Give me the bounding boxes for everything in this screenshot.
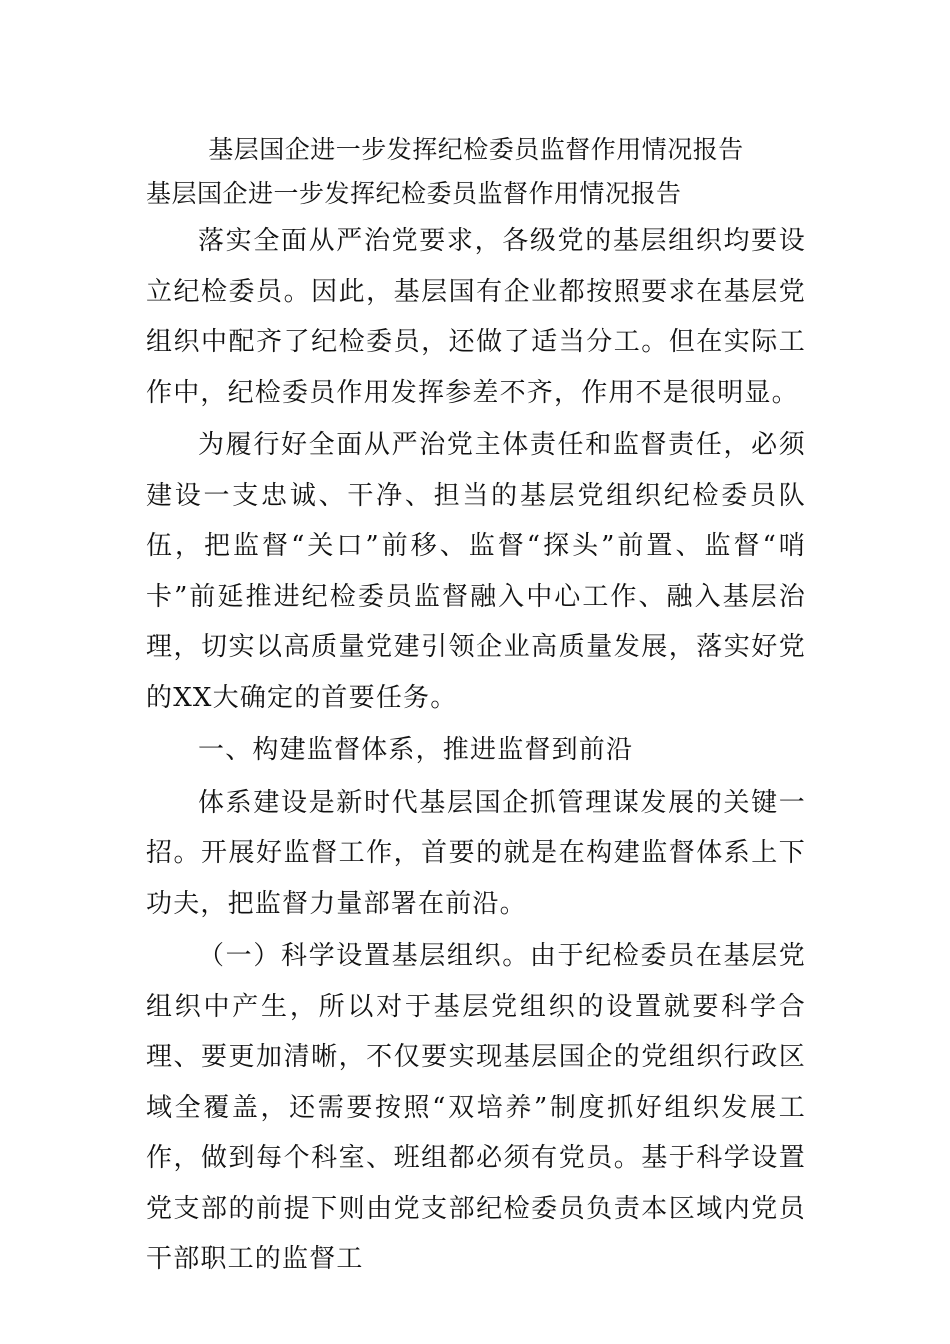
document-subtitle: 基层国企进一步发挥纪检委员监督作用情况报告 bbox=[146, 179, 682, 208]
paragraph-intro: 落实全面从严治党要求，各级党的基层组织均要设立纪检委员。因此，基层国有企业都按照要求在基层党组织中配齐了纪检委员，还做了适当分工。但在实际工作中，纪检委员作用发挥参差不齐，作用不是很明显。 bbox=[146, 226, 806, 408]
paragraph-system-building: 体系建设是新时代基层国企抓管理谋发展的关键一招。开展好监督工作，首要的就是在构建监督体系上下功夫，把监督力量部署在前沿。 bbox=[146, 787, 806, 919]
section-heading-1: 一、构建监督体系，推进监督到前沿 bbox=[198, 735, 634, 765]
paragraph-responsibility: 为履行好全面从严治党主体责任和监督责任，必须建设一支忠诚、干净、担当的基层党组织纪检委员队伍，把监督“关口”前移、监督“探头”前置、监督“哨卡”前延推进纪检委员监督融入中心工作、融入基层治理，切实以高质量党建引领企业高质量发展，落实好党的XX大确定的首要任务。 bbox=[146, 430, 806, 713]
document-body bbox=[146, 130, 806, 1285]
paragraph-organization-setup: （一）科学设置基层组织。由于纪检委员在基层党组织中产生，所以对于基层党组织的设置就要科学合理、要更加清晰，不仅要实现基层国企的党组织行政区域全覆盖，还需要按照“双培养”制度抓好组织发展工作，做到每个科室、班组都必须有党员。基于科学设置党支部的前提下则由党支部纪检委员负责本区域内党员干部职工的监督工 bbox=[146, 941, 806, 1274]
document-title: 基层国企进一步发挥纪检委员监督作用情况报告 bbox=[208, 135, 744, 164]
